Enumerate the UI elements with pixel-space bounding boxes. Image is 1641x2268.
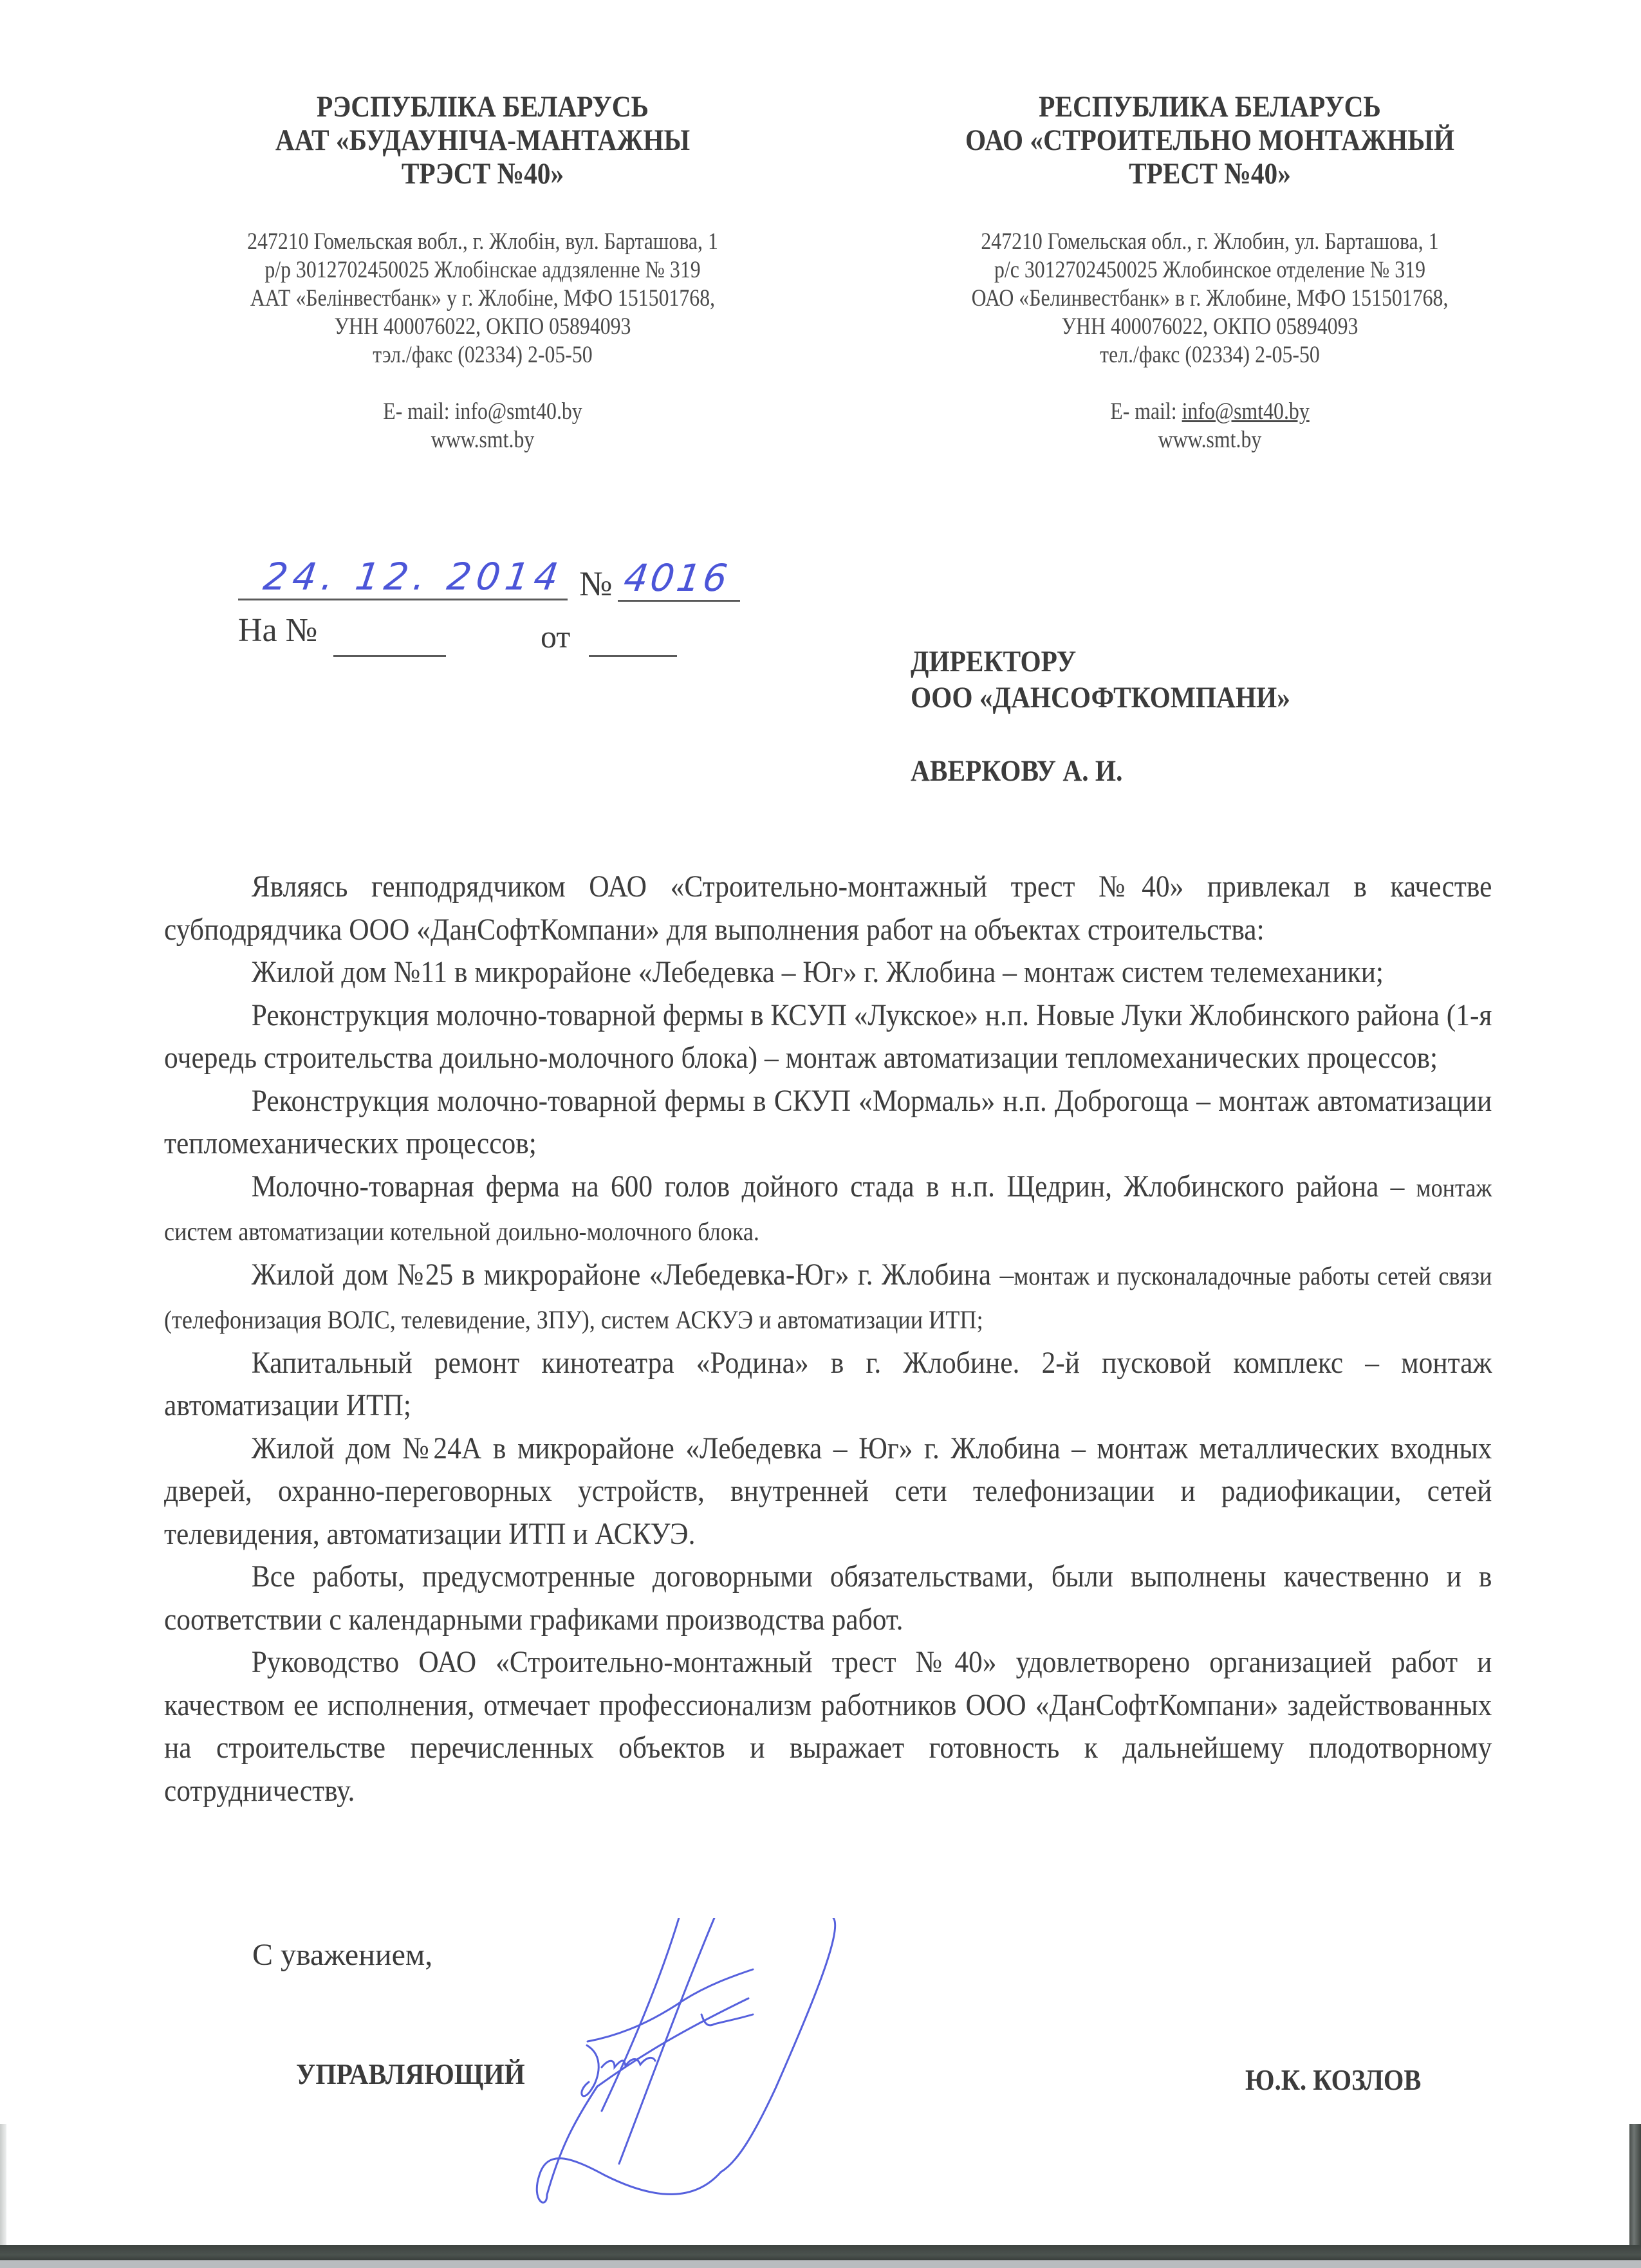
letterhead-address [178, 228, 787, 369]
reply-to-label: На № [238, 612, 318, 649]
object-paragraph: Реконструкция молочно-товарной фермы в КСУП «Лукское» н.п. Новые Луки Жлобинского района (1-я очередь строительства доильно-молочного блока) – монтаж автоматизации тепломеханических процессов; [164, 998, 1492, 1075]
address-line: р/р 3012702450025 Жлобінскае аддзяленне № 319 [264, 257, 701, 283]
object-paragraph: Жилой дом №24А в микрорайоне «Лебедевка – Юг» г. Жлобина – монтаж металлических входных дверей, охранно-переговорных устройств, внутренней сети телефонизации и радиофикации, сетей телевидения, автоматизации ИТП и АСКУЭ. [164, 1431, 1492, 1551]
email-line [905, 398, 1514, 426]
addressee-company: ООО «ДАНСОФТКОМПАНИ» [911, 681, 1290, 714]
object-paragraph [164, 1254, 1492, 1342]
object-text: Молочно-товарная ферма на 600 голов дойного стада в н.п. Щедрин, Жлобинского района – [251, 1169, 1416, 1204]
letterhead-title-line: РЕСПУБЛИКА БЕЛАРУСЬ [1039, 90, 1381, 124]
address-line: 247210 Гомельская обл., г. Жлобин, ул. Барташова, 1 [981, 228, 1439, 255]
object-paragraph: Капитальный ремонт кинотеатра «Родина» в г. Жлобине. 2-й пусковой комплекс – монтаж автоматизации ИТП; [164, 1345, 1492, 1422]
reply-to-blank [333, 655, 446, 657]
letterhead-title-line: ОАО «СТРОИТЕЛЬНО МОНТАЖНЫЙ [965, 124, 1455, 157]
letterhead-contacts [178, 398, 787, 454]
address-line: ОАО «Белинвестбанк» в г. Жлобине, МФО 151501768, [971, 285, 1449, 311]
letterhead-title-line: РЭСПУБЛІКА БЕЛАРУСЬ [316, 90, 649, 124]
email-label: E- mail: [1110, 398, 1182, 425]
object-paragraph: Реконструкция молочно-товарной фермы в СКУП «Мормаль» н.п. Доброгоща – монтаж автоматизации тепломеханических процессов; [164, 1083, 1492, 1160]
signer-position: УПРАВЛЯЮЩИЙ [296, 2058, 525, 2090]
scan-edge-bottom-light [0, 2260, 1641, 2268]
address-line: тел./факс (02334) 2-05-50 [1100, 342, 1320, 368]
letterhead-title-line: ТРЕСТ №40» [1129, 157, 1291, 191]
date-underline [238, 599, 568, 600]
intro-paragraph: Являясь генподрядчиком ОАО «Строительно-монтажный трест №40» привлекал в качестве субподрядчика ООО «ДанСофтКомпани» для выполнения работ на объектах строительства: [164, 869, 1492, 947]
handwritten-date: 24. 12. 2014 [261, 555, 566, 599]
signature-stroke [602, 1918, 679, 2111]
address-line: ААТ «Белінвестбанк» у г. Жлобіне, МФО 151501768, [250, 285, 716, 311]
letterhead-title-line: ААТ «БУДАУНІЧА-МАНТАЖНЫ [275, 124, 691, 157]
address-line: 247210 Гомельская вобл., г. Жлобін, вул. Барташова, 1 [247, 228, 718, 255]
conclusion-paragraph: Все работы, предусмотренные договорными обязательствами, были выполнены качественно и в соответствии с календарными графиками производства работ. [164, 1559, 1492, 1637]
letterhead-russian [856, 90, 1564, 454]
signer-name: Ю.К. КОЗЛОВ [1245, 2063, 1422, 2096]
object-paragraph [164, 1166, 1492, 1254]
number-label: № [579, 564, 613, 603]
conclusion-paragraph: Руководство ОАО «Строительно-монтажный трест №40» удовлетворено организацией работ и качеством ее исполнения, отмечает профессионализм работников ООО «ДанСофтКомпани» задействованных на строительстве перечисленных объектов и выражает готовность к дальнейшему плодотворному сотрудничеству. [164, 1645, 1492, 1808]
letterhead-title-line: ТРЭСТ №40» [401, 157, 564, 191]
email-line: E- mail: info@smt40.by [383, 398, 582, 425]
closing-regards: С уважением, [252, 1938, 433, 1972]
signature-stroke [721, 1918, 835, 2172]
signature-stroke [701, 2014, 753, 2025]
from-blank [589, 655, 677, 657]
email-link[interactable]: info@smt40.by [1182, 398, 1310, 425]
from-label: от [541, 618, 571, 655]
website-line: www.smt.by [431, 427, 535, 453]
handwritten-number: 4016 [621, 556, 733, 600]
signature-stroke [537, 2087, 721, 2202]
object-text: Жилой дом №25 в микрорайоне «Лебедевка-Юг» г. Жлобина – [251, 1257, 1014, 1292]
handwritten-signature [450, 1918, 965, 2214]
object-paragraph: Жилой дом №11 в микрорайоне «Лебедевка – Юг» г. Жлобина – монтаж систем телемеханики; [251, 955, 1384, 989]
letterhead-address [905, 228, 1514, 369]
scan-edge-bottom [0, 2245, 1641, 2262]
website-line: www.smt.by [1158, 427, 1262, 453]
scan-edge-left [0, 2124, 6, 2246]
object-text-small: монтаж систем автоматизации котельной доильно-молочного блока. [164, 1173, 1492, 1246]
letter-body [164, 866, 1493, 1812]
addressee-title: ДИРЕКТОРУ [911, 645, 1077, 678]
object-text-small: монтаж и пусконаладочные работы сетей связи (телефонизация ВОЛС, телевидение, ЗПУ), систем АСКУЭ и автоматизации ИТП; [164, 1261, 1492, 1334]
reference-block [238, 553, 740, 655]
addressee-name: АВЕРКОВУ А. И. [911, 754, 1123, 788]
letterhead-belarusian [129, 90, 837, 454]
address-line: тэл./факс (02334) 2-05-50 [373, 342, 593, 368]
address-line: УНН 400076022, ОКПО 05894093 [1061, 313, 1358, 340]
number-underline [618, 600, 740, 602]
letterhead-contacts [905, 398, 1514, 454]
address-line: УНН 400076022, ОКПО 05894093 [334, 313, 631, 340]
addressee [911, 644, 1290, 789]
scan-edge-right [1629, 2124, 1641, 2253]
address-line: р/с 3012702450025 Жлобинское отделение № 319 [994, 257, 1425, 283]
